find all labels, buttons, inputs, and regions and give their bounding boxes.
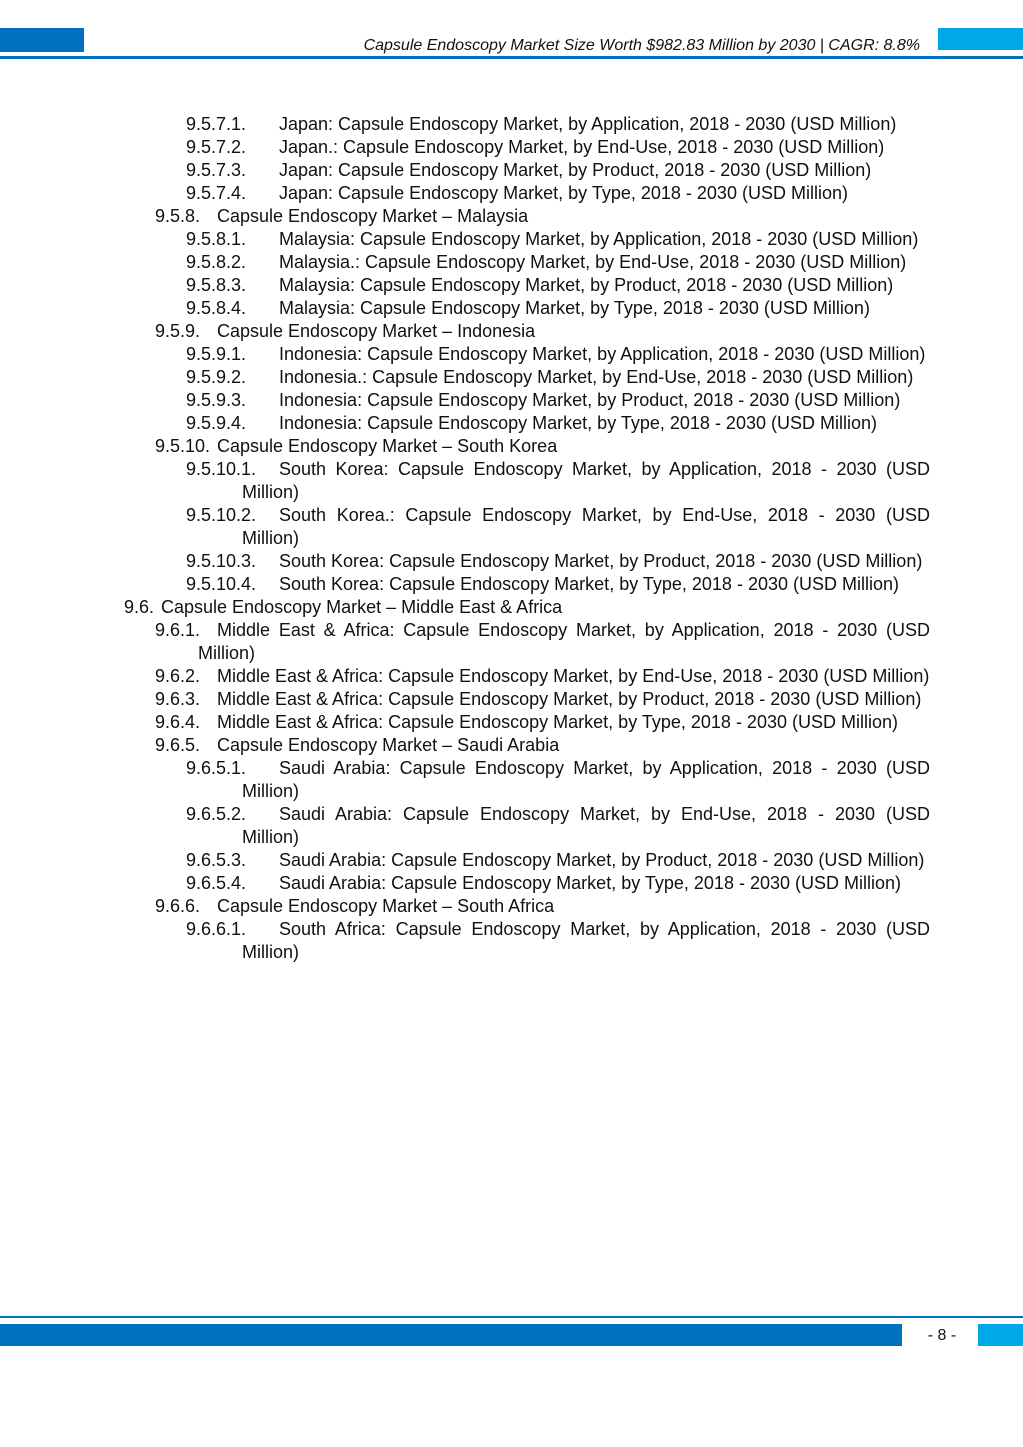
toc-entry-number: 9.5.8.2. bbox=[186, 252, 247, 272]
toc-entry-text: Japan: Capsule Endoscopy Market, by Application, 2018 - 2030 (USD Million) bbox=[279, 114, 897, 134]
toc-entry bbox=[0, 251, 930, 274]
page-number: - 8 - bbox=[927, 1327, 957, 1344]
toc-entry-number: 9.5.10.1. bbox=[186, 459, 257, 479]
header-rule bbox=[0, 56, 1023, 59]
toc-entry-text: Saudi Arabia: Capsule Endoscopy Market, by Product, 2018 - 2030 (USD Million) bbox=[279, 850, 925, 870]
toc-entry-text: Middle East & Africa: Capsule Endoscopy Market, by Application, 2018 - 2030 (USD Million) bbox=[198, 620, 930, 663]
footer-accent-right bbox=[978, 1324, 1023, 1346]
toc-entry-number: 9.5.8.1. bbox=[186, 229, 247, 249]
toc-entry-number: 9.5.10.2. bbox=[186, 505, 257, 525]
toc-entry-text: South Africa: Capsule Endoscopy Market, by Application, 2018 - 2030 (USD Million) bbox=[242, 919, 930, 962]
toc-entry-text: South Korea: Capsule Endoscopy Market, by Application, 2018 - 2030 (USD Million) bbox=[242, 459, 930, 502]
toc-entry-number: 9.5.7.1. bbox=[186, 114, 247, 134]
toc-entry bbox=[0, 573, 930, 596]
toc-entry-text: Capsule Endoscopy Market – Saudi Arabia bbox=[217, 735, 560, 755]
toc-entry-number: 9.6.6.1. bbox=[186, 919, 247, 939]
toc-entry bbox=[0, 412, 930, 435]
toc-entry bbox=[0, 688, 930, 711]
toc-entry-number: 9.5.7.2. bbox=[186, 137, 247, 157]
toc-entry bbox=[0, 435, 930, 458]
toc-entry-number: 9.6.2. bbox=[155, 666, 201, 686]
toc-entry-text: Capsule Endoscopy Market – South Africa bbox=[217, 896, 555, 916]
toc-entry-text: Capsule Endoscopy Market – South Korea bbox=[217, 436, 558, 456]
toc-entry-text: Malaysia: Capsule Endoscopy Market, by Type, 2018 - 2030 (USD Million) bbox=[279, 298, 870, 318]
toc-entry-number: 9.6.5.1. bbox=[186, 758, 247, 778]
toc-entry-text: Indonesia.: Capsule Endoscopy Market, by End-Use, 2018 - 2030 (USD Million) bbox=[279, 367, 914, 387]
toc-entry-text: Japan: Capsule Endoscopy Market, by Product, 2018 - 2030 (USD Million) bbox=[279, 160, 872, 180]
toc-entry bbox=[0, 182, 930, 205]
toc-entry-number: 9.5.9. bbox=[155, 321, 201, 341]
footer-rule bbox=[0, 1316, 1023, 1318]
toc-entry-number: 9.5.9.3. bbox=[186, 390, 247, 410]
table-of-contents bbox=[0, 113, 1023, 964]
toc-entry bbox=[0, 458, 930, 504]
toc-entry-text: Saudi Arabia: Capsule Endoscopy Market, by Application, 2018 - 2030 (USD Million) bbox=[242, 758, 930, 801]
toc-entry-text: Malaysia: Capsule Endoscopy Market, by Product, 2018 - 2030 (USD Million) bbox=[279, 275, 894, 295]
toc-entry-text: Indonesia: Capsule Endoscopy Market, by Application, 2018 - 2030 (USD Million) bbox=[279, 344, 926, 364]
toc-entry bbox=[0, 366, 930, 389]
toc-entry bbox=[0, 711, 930, 734]
toc-entry bbox=[0, 136, 930, 159]
toc-entry-number: 9.5.9.2. bbox=[186, 367, 247, 387]
footer-bar bbox=[0, 1324, 902, 1346]
toc-entry bbox=[0, 550, 930, 573]
toc-entry-number: 9.6.5.2. bbox=[186, 804, 247, 824]
toc-entry-text: Saudi Arabia: Capsule Endoscopy Market, by End-Use, 2018 - 2030 (USD Million) bbox=[242, 804, 930, 847]
toc-entry-text: Japan: Capsule Endoscopy Market, by Type, 2018 - 2030 (USD Million) bbox=[279, 183, 848, 203]
toc-entry-number: 9.5.10.4. bbox=[186, 574, 257, 594]
toc-entry-text: Middle East & Africa: Capsule Endoscopy Market, by End-Use, 2018 - 2030 (USD Million) bbox=[217, 666, 930, 686]
toc-entry-text: Middle East & Africa: Capsule Endoscopy Market, by Type, 2018 - 2030 (USD Million) bbox=[217, 712, 898, 732]
toc-entry-number: 9.6.3. bbox=[155, 689, 201, 709]
toc-entry-number: 9.5.8.3. bbox=[186, 275, 247, 295]
toc-entry-number: 9.5.10.3. bbox=[186, 551, 257, 571]
toc-entry-text: South Korea: Capsule Endoscopy Market, by Product, 2018 - 2030 (USD Million) bbox=[279, 551, 923, 571]
toc-entry-number: 9.5.8.4. bbox=[186, 298, 247, 318]
toc-entry bbox=[0, 389, 930, 412]
toc-entry bbox=[0, 159, 930, 182]
toc-entry bbox=[0, 619, 930, 665]
toc-entry bbox=[0, 895, 930, 918]
toc-entry-number: 9.5.9.1. bbox=[186, 344, 247, 364]
toc-entry bbox=[0, 113, 930, 136]
header-title: Capsule Endoscopy Market Size Worth $982.83 Million by 2030 | CAGR: 8.8% bbox=[363, 37, 920, 54]
toc-entry-number: 9.6.5.4. bbox=[186, 873, 247, 893]
toc-entry bbox=[0, 734, 930, 757]
toc-entry-text: Capsule Endoscopy Market – Middle East & Africa bbox=[161, 597, 563, 617]
toc-entry-text: Malaysia: Capsule Endoscopy Market, by Application, 2018 - 2030 (USD Million) bbox=[279, 229, 919, 249]
toc-entry-text: Japan.: Capsule Endoscopy Market, by End-Use, 2018 - 2030 (USD Million) bbox=[279, 137, 885, 157]
toc-entry bbox=[0, 665, 930, 688]
header-accent-right bbox=[938, 28, 1023, 50]
toc-entry-text: South Korea.: Capsule Endoscopy Market, by End-Use, 2018 - 2030 (USD Million) bbox=[242, 505, 930, 548]
toc-entry-text: Middle East & Africa: Capsule Endoscopy Market, by Product, 2018 - 2030 (USD Million) bbox=[217, 689, 922, 709]
toc-entry-number: 9.6.1. bbox=[155, 620, 201, 640]
toc-entry-number: 9.6.5. bbox=[155, 735, 201, 755]
toc-entry-number: 9.6.4. bbox=[155, 712, 201, 732]
toc-entry-number: 9.6.5.3. bbox=[186, 850, 247, 870]
toc-entry bbox=[0, 274, 930, 297]
toc-entry bbox=[0, 803, 930, 849]
toc-entry bbox=[0, 918, 930, 964]
toc-entry-text: Indonesia: Capsule Endoscopy Market, by Product, 2018 - 2030 (USD Million) bbox=[279, 390, 901, 410]
toc-entry bbox=[0, 757, 930, 803]
toc-entry-text: Indonesia: Capsule Endoscopy Market, by Type, 2018 - 2030 (USD Million) bbox=[279, 413, 877, 433]
toc-entry-text: South Korea: Capsule Endoscopy Market, by Type, 2018 - 2030 (USD Million) bbox=[279, 574, 899, 594]
toc-entry-text: Capsule Endoscopy Market – Malaysia bbox=[217, 206, 529, 226]
toc-entry bbox=[0, 297, 930, 320]
toc-entry-number: 9.5.7.4. bbox=[186, 183, 247, 203]
header-accent-left bbox=[0, 28, 84, 52]
toc-entry-number: 9.5.9.4. bbox=[186, 413, 247, 433]
toc-entry bbox=[0, 596, 930, 619]
toc-entry-text: Malaysia.: Capsule Endoscopy Market, by End-Use, 2018 - 2030 (USD Million) bbox=[279, 252, 907, 272]
toc-entry-number: 9.5.10. bbox=[155, 436, 211, 456]
toc-entry-number: 9.5.8. bbox=[155, 206, 201, 226]
toc-entry bbox=[0, 320, 930, 343]
toc-entry-number: 9.5.7.3. bbox=[186, 160, 247, 180]
toc-entry bbox=[0, 228, 930, 251]
toc-entry bbox=[0, 872, 930, 895]
toc-entry-number: 9.6. bbox=[124, 597, 155, 617]
toc-entry-number: 9.6.6. bbox=[155, 896, 201, 916]
toc-entry bbox=[0, 205, 930, 228]
toc-entry bbox=[0, 343, 930, 366]
toc-entry-text: Saudi Arabia: Capsule Endoscopy Market, by Type, 2018 - 2030 (USD Million) bbox=[279, 873, 901, 893]
toc-entry-text: Capsule Endoscopy Market – Indonesia bbox=[217, 321, 536, 341]
toc-entry bbox=[0, 849, 930, 872]
toc-entry bbox=[0, 504, 930, 550]
